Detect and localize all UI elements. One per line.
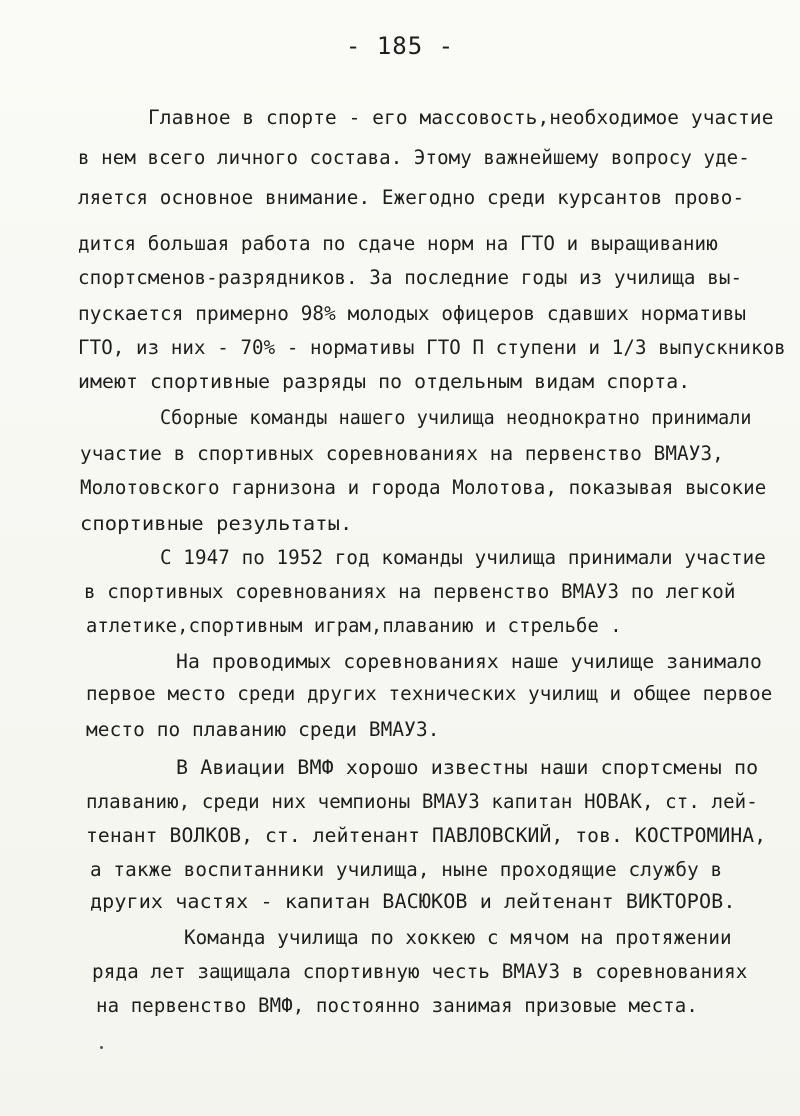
page-number: - 185 - <box>345 32 455 60</box>
text-line: пускается примерно 98% молодых офицеров сдавших нормативы <box>78 302 747 325</box>
text-line: тенант ВОЛКОВ, ст. лейтенант ПАВЛОВСКИЙ, тов. КОСТРОМИНА, <box>86 824 767 847</box>
text-line: Команда училища по хоккею с мячом на протяжении <box>184 926 732 949</box>
text-line: Сборные команды нашего училища неоднократно принимали <box>160 406 752 429</box>
text-line: На проводимых соревнованиях наше училище занимало <box>176 650 762 673</box>
text-line: ряда лет защищала спортивную честь ВМАУЗ в соревнованиях <box>92 960 748 983</box>
text-line: на первенство ВМФ, постоянно занимая призовые места. <box>96 994 698 1017</box>
text-line: в нем всего личного состава. Этому важнейшему вопросу уде- <box>78 146 750 169</box>
text-line: В Авиации ВМФ хорошо известны наши спортсмены по <box>176 756 759 779</box>
text-line: первое место среди других технических училищ и общее первое <box>86 682 773 705</box>
text-line: спортивные результаты. <box>80 512 353 535</box>
text-line: Молотовского гарнизона и города Молотова, показывая высокие <box>80 476 767 499</box>
text-line: ляется основное внимание. Ежегодно среди курсантов прово- <box>78 186 745 209</box>
text-line: в спортивных соревнованиях на первенство ВМАУЗ по легкой <box>84 580 736 603</box>
text-line: дится большая работа по сдаче норм на ГТО и выращиванию <box>78 232 718 255</box>
text-line: С 1947 по 1952 год команды училища принимали участие <box>160 546 766 569</box>
text-line: ГТО, из них - 70% - нормативы ГТО П ступени и 1/3 выпускников <box>78 336 786 359</box>
text-line: место по плаванию среди ВМАУЗ. <box>86 718 440 741</box>
scan-speck <box>100 1046 103 1049</box>
text-line: других частях - капитан ВАСЮКОВ и лейтенант ВИКТОРОВ. <box>90 890 736 913</box>
text-line: плаванию, среди них чемпионы ВМАУЗ капитан НОВАК, ст. лей- <box>86 790 758 813</box>
text-line: спортсменов-разрядников. За последние годы из училища вы- <box>78 266 743 289</box>
text-line: Главное в спорте - его массовость,необходимое участие <box>148 106 774 129</box>
text-line: а также воспитанники училища, ныне проходящие службу в <box>90 858 723 881</box>
text-line: участие в спортивных соревнованиях на первенство ВМАУЗ, <box>80 442 724 465</box>
text-line: имеют спортивные разряды по отдельным видам спорта. <box>78 370 691 393</box>
text-line: атлетике,спортивным играм,плаванию и стрельбе . <box>86 614 622 637</box>
